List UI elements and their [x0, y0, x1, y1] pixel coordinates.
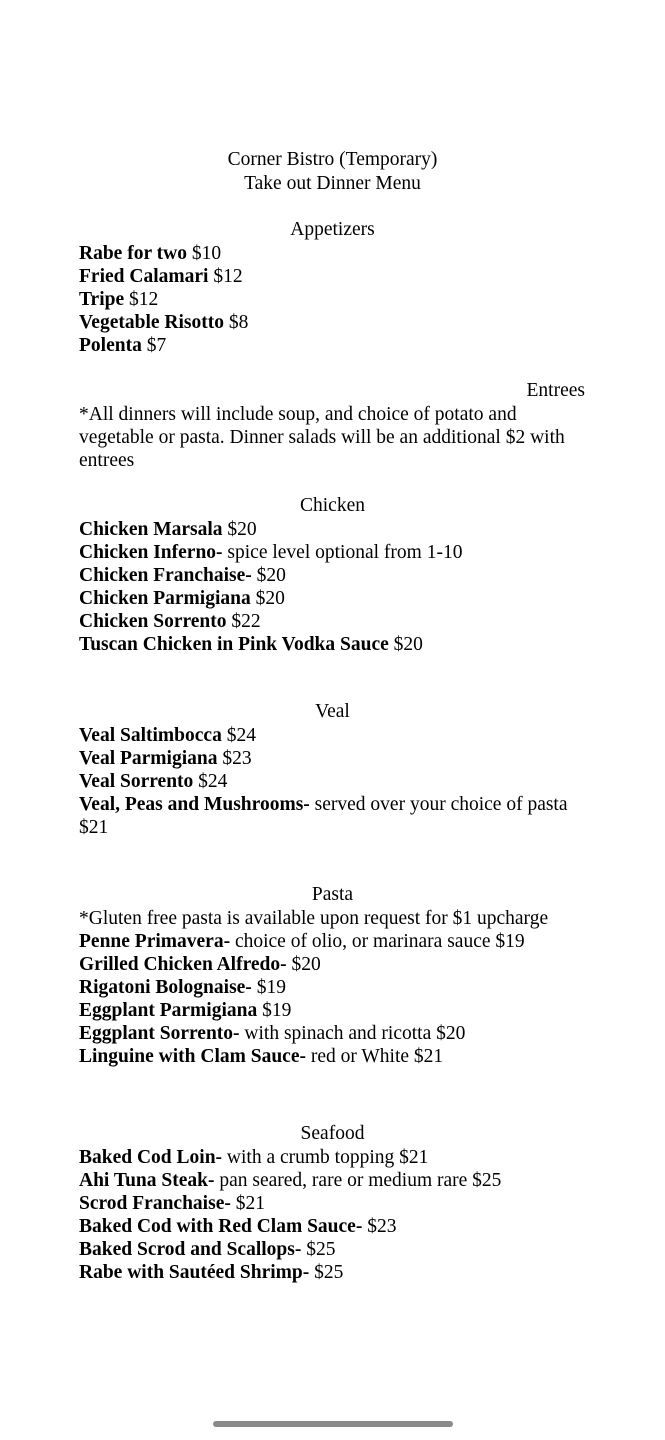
item-name: Rabe with Sautéed Shrimp-	[79, 1262, 310, 1283]
list-item	[79, 747, 585, 770]
list-item	[79, 1022, 585, 1045]
document-title	[0, 148, 665, 196]
section-heading-entrees: Entrees	[526, 380, 585, 401]
item-name: Veal, Peas and Mushrooms-	[79, 794, 310, 815]
spacer	[0, 839, 665, 861]
item-desc: $20	[222, 519, 257, 540]
item-desc: $20	[250, 588, 285, 609]
item-desc: $20	[388, 634, 423, 655]
section-heading-veal: Veal	[315, 701, 350, 722]
list-item	[79, 311, 585, 334]
item-desc: spice level optional from 1-10	[222, 542, 463, 563]
item-name: Vegetable Risotto	[79, 312, 224, 333]
item-name: Penne Primavera-	[79, 931, 231, 952]
item-desc: $10	[186, 243, 222, 264]
list-item	[79, 793, 585, 839]
item-name: Linguine with Clam Sauce-	[79, 1046, 306, 1067]
item-name: Tripe	[79, 289, 125, 310]
list-item	[79, 288, 585, 311]
item-name: Rabe for two	[79, 243, 187, 264]
item-desc: $25	[301, 1239, 336, 1260]
list-item	[79, 953, 585, 976]
list-item	[79, 587, 585, 610]
item-name: Veal Saltimbocca	[79, 725, 222, 746]
item-name: Polenta	[79, 335, 142, 356]
item-list-chicken	[0, 518, 665, 656]
item-name: Veal Sorrento	[79, 771, 194, 792]
list-item	[79, 518, 585, 541]
list-item	[79, 976, 585, 999]
section-heading-seafood: Seafood	[300, 1123, 365, 1144]
item-desc: $24	[193, 771, 228, 792]
list-item	[79, 1045, 585, 1068]
pasta-note: *Gluten free pasta is available upon request for $1 upcharge	[79, 908, 549, 929]
list-item	[79, 541, 585, 564]
item-desc: $12	[124, 289, 159, 310]
item-list-veal	[0, 724, 665, 839]
item-desc: $22	[226, 611, 261, 632]
item-desc: with spinach and ricotta $20	[239, 1023, 466, 1044]
item-desc: $20	[251, 565, 286, 586]
item-name: Scrod Franchaise-	[79, 1193, 231, 1214]
item-desc: $23	[362, 1216, 397, 1237]
item-name: Fried Calamari	[79, 266, 209, 287]
item-name: Chicken Marsala	[79, 519, 223, 540]
item-name: Chicken Franchaise-	[79, 565, 252, 586]
list-item	[79, 242, 585, 265]
section-heading-appetizers: Appetizers	[290, 219, 375, 240]
section-heading-chicken: Chicken	[300, 495, 365, 516]
item-name: Grilled Chicken Alfredo-	[79, 954, 287, 975]
item-name: Chicken Sorrento	[79, 611, 227, 632]
item-name: Baked Cod with Red Clam Sauce-	[79, 1216, 363, 1237]
item-name: Baked Cod Loin-	[79, 1147, 223, 1168]
item-list-seafood	[0, 1146, 665, 1284]
list-item	[79, 770, 585, 793]
item-name: Ahi Tuna Steak-	[79, 1170, 215, 1191]
item-desc: $19	[257, 1000, 292, 1021]
list-item	[79, 633, 585, 656]
list-item	[79, 265, 585, 288]
item-name: Eggplant Sorrento-	[79, 1023, 240, 1044]
title-line-2: Take out Dinner Menu	[244, 173, 421, 194]
entrees-note: *All dinners will include soup, and choice of potato and vegetable or pasta. Dinner salads will be an additional $2 with entrees	[79, 404, 565, 471]
home-indicator[interactable]	[213, 1421, 453, 1427]
list-item	[79, 334, 585, 357]
item-desc: $7	[141, 335, 167, 356]
list-item	[79, 1238, 585, 1261]
item-desc: $20	[286, 954, 321, 975]
section-heading-pasta: Pasta	[311, 884, 354, 905]
list-item	[79, 724, 585, 747]
item-desc: $19	[251, 977, 286, 998]
item-name: Rigatoni Bolognaise-	[79, 977, 252, 998]
item-desc: served over your choice of pasta $21	[79, 794, 568, 838]
title-line-1: Corner Bistro (Temporary)	[227, 149, 438, 170]
item-name: Veal Parmigiana	[79, 748, 218, 769]
item-desc: choice of olio, or marinara sauce $19	[230, 931, 525, 952]
item-desc: $24	[221, 725, 256, 746]
list-item	[79, 1261, 585, 1284]
item-name: Chicken Parmigiana	[79, 588, 251, 609]
item-desc: with a crumb topping $21	[222, 1147, 429, 1168]
item-list-appetizers	[0, 242, 665, 357]
item-desc: $8	[223, 312, 249, 333]
list-item	[79, 930, 585, 953]
item-desc: $23	[217, 748, 252, 769]
item-desc: red or White $21	[305, 1046, 444, 1067]
spacer	[0, 656, 665, 678]
spacer	[0, 1068, 665, 1100]
item-desc: pan seared, rare or medium rare $25	[214, 1170, 502, 1191]
item-desc: $21	[230, 1193, 265, 1214]
list-item	[79, 610, 585, 633]
item-name: Eggplant Parmigiana	[79, 1000, 258, 1021]
item-list-pasta	[0, 930, 665, 1068]
list-item	[79, 1215, 585, 1238]
list-item	[79, 1169, 585, 1192]
list-item	[79, 1192, 585, 1215]
item-name: Tuscan Chicken in Pink Vodka Sauce	[79, 634, 389, 655]
list-item	[79, 999, 585, 1022]
item-name: Baked Scrod and Scallops-	[79, 1239, 302, 1260]
item-name: Chicken Inferno-	[79, 542, 223, 563]
list-item	[79, 1146, 585, 1169]
item-desc: $25	[309, 1262, 344, 1283]
item-desc: $12	[208, 266, 243, 287]
list-item	[79, 564, 585, 587]
